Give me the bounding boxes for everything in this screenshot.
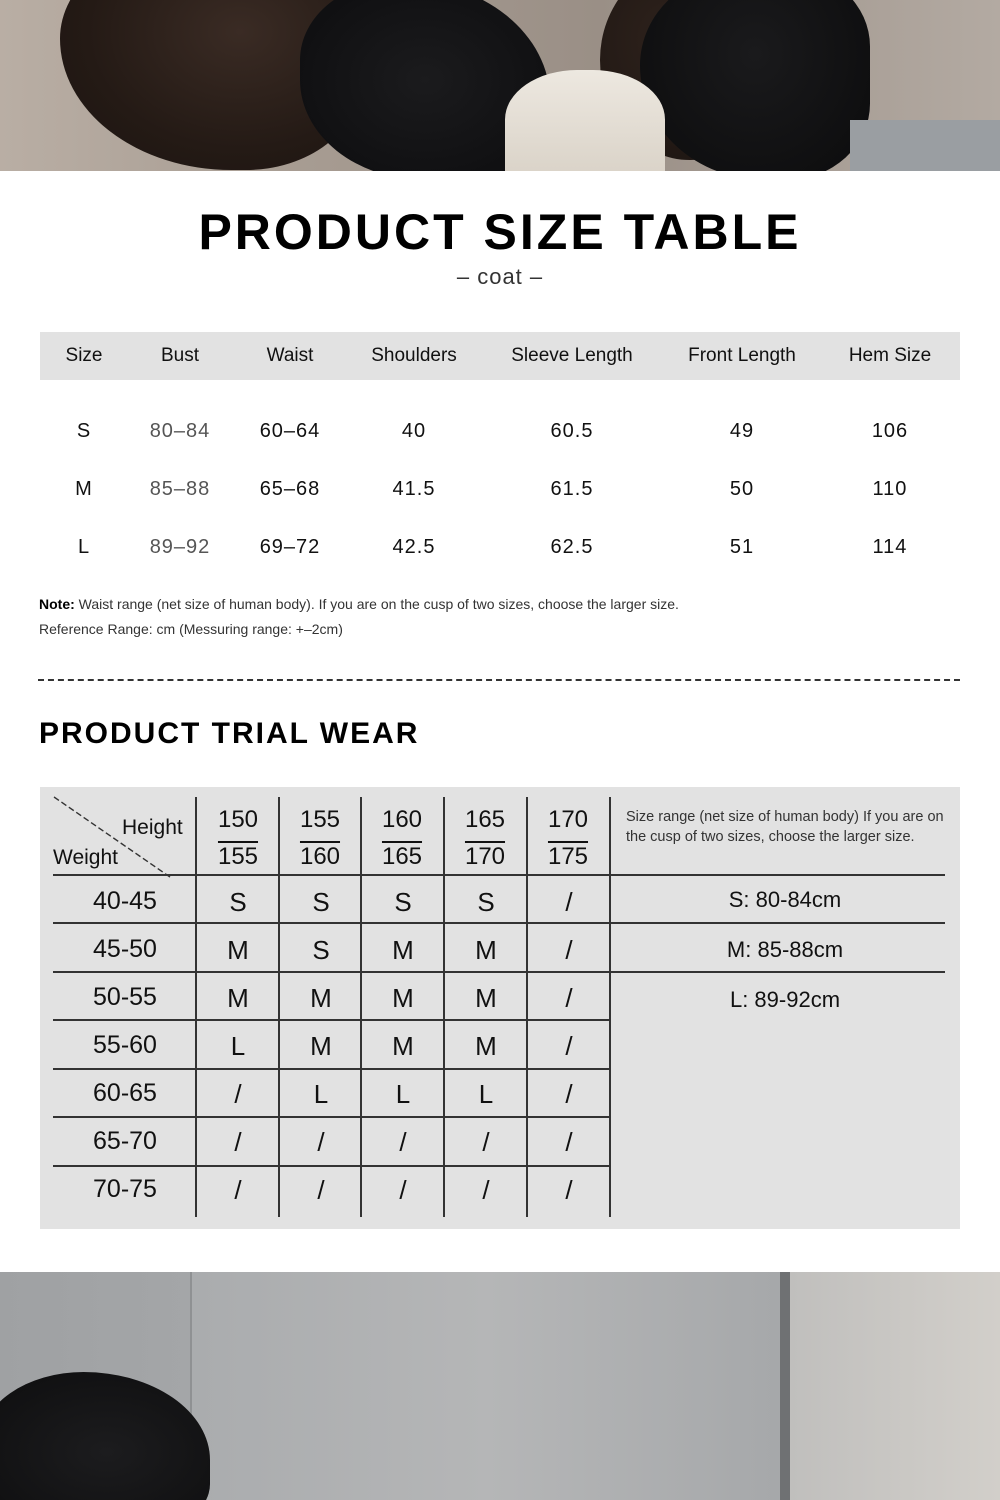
row-hem-size: 114 — [872, 536, 908, 558]
header-size: Size — [65, 345, 103, 366]
size-cell: / — [399, 1175, 407, 1205]
size-cell: / — [565, 1079, 573, 1109]
row-hem-size: 110 — [872, 478, 908, 500]
size-note — [39, 596, 679, 612]
height-col-1: 150 155 — [217, 806, 259, 870]
size-cell: M — [392, 983, 414, 1013]
size-cell: / — [482, 1127, 490, 1157]
row-front-length: 51 — [729, 536, 755, 558]
header-bust: Bust — [160, 345, 200, 366]
size-cell: L — [478, 1079, 494, 1109]
size-cell: L — [230, 1031, 246, 1061]
row-waist: 60–64 — [259, 420, 321, 442]
range-m: M: 85-88cm — [726, 937, 844, 962]
header-waist: Waist — [266, 345, 314, 366]
size-cell: / — [317, 1175, 325, 1205]
weight-label: 50-55 — [93, 983, 157, 1011]
row-waist: 69–72 — [259, 536, 321, 558]
size-cell: / — [565, 887, 573, 917]
weight-label: 60-65 — [93, 1079, 157, 1107]
row-size: L — [77, 536, 91, 558]
page-title: PRODUCT SIZE TABLE — [198, 204, 802, 260]
size-cell: M — [475, 983, 497, 1013]
size-cell: S — [312, 935, 330, 965]
row-sleeve-length: 62.5 — [550, 536, 594, 558]
corner-weight-label: Weight — [53, 846, 118, 869]
height-col-2: 155 160 — [299, 806, 341, 870]
size-cell: M — [310, 1031, 332, 1061]
range-l: L: 89-92cm — [729, 987, 841, 1012]
weight-label: 70-75 — [93, 1175, 157, 1203]
size-cell: S — [312, 887, 330, 917]
row-hem-size: 106 — [871, 420, 909, 442]
size-cell: / — [399, 1127, 407, 1157]
size-cell: L — [313, 1079, 329, 1109]
size-cell: / — [565, 1127, 573, 1157]
size-cell: / — [565, 983, 573, 1013]
size-cell: M — [227, 983, 249, 1013]
size-table-header — [40, 332, 960, 380]
height-col-3: 160 165 — [381, 806, 423, 870]
size-cell: / — [565, 935, 573, 965]
size-cell: / — [565, 1031, 573, 1061]
row-front-length: 49 — [729, 420, 755, 442]
size-cell: / — [234, 1175, 242, 1205]
size-range-note: Size range (net size of human body) If you are on the cusp of two sizes, choose the larger size. — [626, 809, 944, 845]
header-shoulders: Shoulders — [371, 345, 457, 366]
size-cell: M — [475, 1031, 497, 1061]
row-size: M — [75, 478, 93, 500]
row-shoulders: 41.5 — [392, 478, 436, 500]
size-cell: L — [395, 1079, 411, 1109]
product-photo-top — [0, 0, 1000, 171]
size-cell: / — [234, 1127, 242, 1157]
corner-height-label: Height — [122, 816, 183, 839]
height-col-5: 170 175 — [547, 806, 589, 870]
row-size: S — [76, 420, 92, 442]
row-bust: 85–88 — [149, 478, 211, 500]
size-cell: / — [234, 1079, 242, 1109]
size-cell: / — [482, 1175, 490, 1205]
header-front-length: Front Length — [688, 345, 796, 366]
dashed-divider — [38, 679, 960, 681]
size-cell: M — [392, 935, 414, 965]
size-cell: / — [317, 1127, 325, 1157]
row-front-length: 50 — [729, 478, 755, 500]
page-subtitle: – coat – — [456, 264, 544, 289]
size-cell: M — [475, 935, 497, 965]
header-hem-size: Hem Size — [848, 345, 932, 366]
size-cell: / — [565, 1175, 573, 1205]
note-text: Waist range (net size of human body). If you are on the cusp of two sizes, choose the larger size. — [74, 596, 679, 612]
weight-label: 40-45 — [93, 887, 157, 915]
weight-label: 65-70 — [93, 1127, 157, 1155]
size-cell: S — [477, 887, 495, 917]
height-col-4: 165 170 — [464, 806, 506, 870]
weight-label: 45-50 — [93, 935, 157, 963]
trial-wear-title: PRODUCT TRIAL WEAR — [39, 717, 420, 750]
range-s: S: 80-84cm — [728, 887, 842, 912]
note-label: Note: — [39, 596, 75, 612]
row-shoulders: 40 — [401, 420, 427, 442]
row-sleeve-length: 60.5 — [550, 420, 594, 442]
row-waist: 65–68 — [259, 478, 321, 500]
row-shoulders: 42.5 — [392, 536, 436, 558]
row-bust: 89–92 — [149, 536, 211, 558]
size-cell: S — [394, 887, 412, 917]
weight-label: 55-60 — [93, 1031, 157, 1059]
header-sleeve-length: Sleeve Length — [511, 345, 633, 366]
size-cell: S — [229, 887, 247, 917]
product-photo-bottom — [0, 1272, 1000, 1500]
row-bust: 80–84 — [149, 420, 211, 442]
reference-range-note: Reference Range: cm (Messuring range: +–2cm) — [39, 621, 343, 637]
size-cell: M — [227, 935, 249, 965]
trial-wear-table — [40, 787, 960, 1229]
row-sleeve-length: 61.5 — [550, 478, 594, 500]
size-cell: M — [310, 983, 332, 1013]
size-cell: M — [392, 1031, 414, 1061]
